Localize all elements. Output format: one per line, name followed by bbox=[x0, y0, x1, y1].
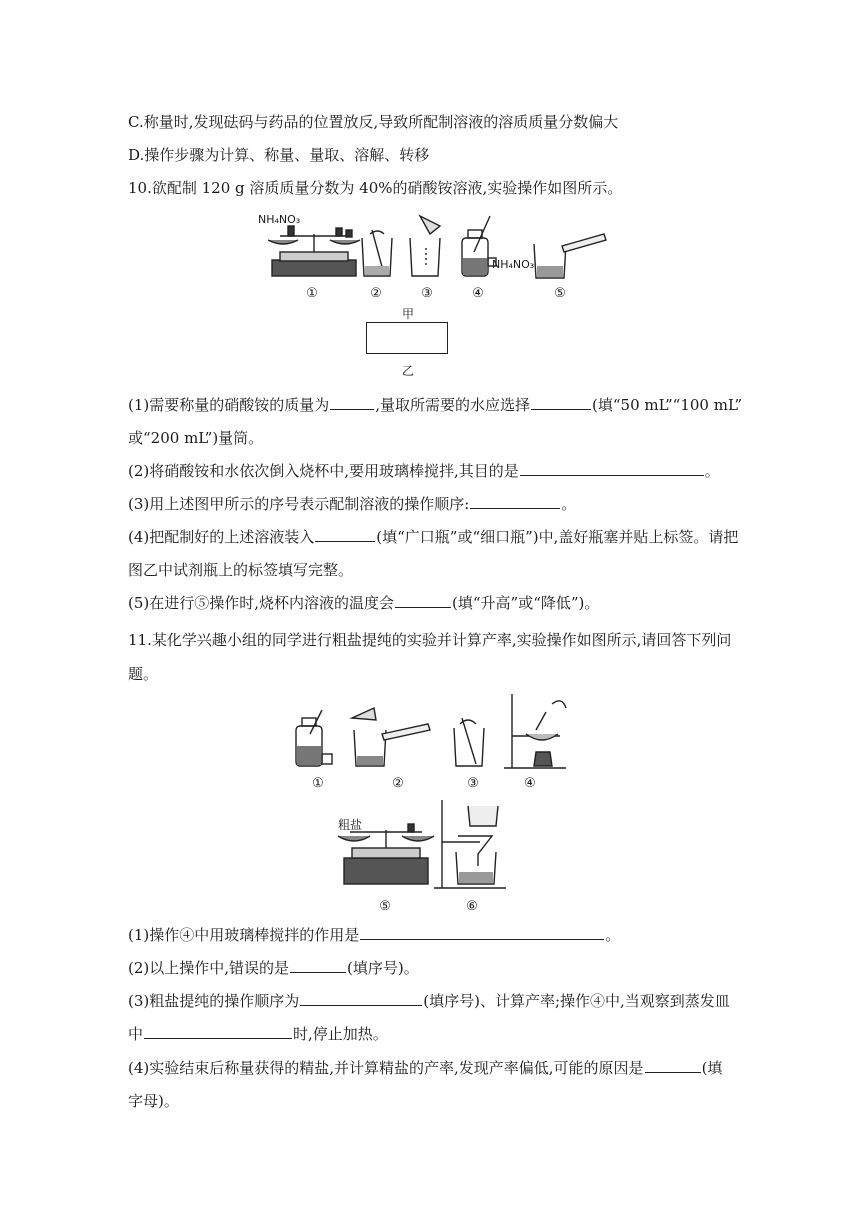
q10-part4: (4)把配制好的上述溶液装入 (填“广口瓶”或“细口瓶”)中,盖好瓶塞并贴上标签。请把 bbox=[128, 528, 739, 546]
figure-yi-label: 乙 bbox=[401, 364, 414, 378]
q11-part3-cont: 中 时,停止加热。 bbox=[128, 1025, 388, 1043]
caption-2: ② bbox=[370, 286, 382, 301]
filtration-icon bbox=[434, 800, 506, 888]
nh4no3-label: NH₄NO₃ bbox=[258, 213, 301, 226]
beaker-stir-icon-2 bbox=[454, 718, 484, 766]
reagent-bottle-icon bbox=[462, 216, 496, 276]
caption-5: ⑤ bbox=[554, 286, 566, 301]
nh4no3-bottle-label: NH₄NO₃ bbox=[492, 258, 535, 271]
figure-11-row1 bbox=[290, 690, 580, 774]
caption-11-2: ② bbox=[392, 776, 404, 791]
salt-bottle-icon bbox=[296, 710, 332, 766]
caption-4: ④ bbox=[472, 286, 484, 301]
beaker-stir-icon bbox=[362, 230, 392, 276]
caption-11-6: ⑥ bbox=[466, 899, 478, 914]
caption-11-4: ④ bbox=[524, 776, 536, 791]
q10-part3: (3)用上述图甲所示的序号表示配制溶液的操作顺序: 。 bbox=[128, 495, 577, 513]
question-11-stem: 11.某化学兴趣小组的同学进行粗盐提纯的实验并计算产率,实验操作如图所示,请回答下列问 bbox=[128, 631, 732, 649]
balance-icon bbox=[268, 226, 360, 276]
crude-salt-label: 粗盐 bbox=[338, 818, 363, 832]
q11-part3: (3)粗盐提纯的操作顺序为 (填序号)、计算产率;操作④中,当观察到蒸发皿 bbox=[128, 992, 730, 1010]
figure-11-row2 bbox=[330, 796, 520, 896]
q10-part4-cont: 图乙中试剂瓶上的标签填写完整。 bbox=[128, 561, 354, 579]
question-11-stem-cont: 题。 bbox=[128, 665, 159, 683]
q10-part5: (5)在进行⑤操作时,烧杯内溶液的温度会 (填“升高”或“降低”)。 bbox=[128, 594, 600, 612]
q10-part1: (1)需要称量的硝酸铵的质量为 ,量取所需要的水应选择 (填“50 mL”“100 mL” bbox=[128, 396, 742, 414]
caption-11-1: ① bbox=[312, 776, 324, 791]
q11-part2: (2)以上操作中,错误的是 (填序号)。 bbox=[128, 959, 419, 977]
label-box bbox=[366, 322, 448, 354]
caption-11-5: ⑤ bbox=[379, 899, 391, 914]
filter-pour-icon bbox=[352, 708, 430, 766]
beaker-cylinder-icon bbox=[534, 234, 606, 278]
q11-part1: (1)操作④中用玻璃棒搅拌的作用是 。 bbox=[128, 926, 621, 944]
balance-icon-2 bbox=[338, 824, 434, 884]
q10-part1-cont: 或“200 mL”)量筒。 bbox=[128, 429, 264, 447]
caption-11-3: ③ bbox=[467, 776, 479, 791]
question-10-stem: 10.欲配制 120 g 溶质质量分数为 40%的硝酸铵溶液,实验操作如图所示。 bbox=[128, 179, 623, 197]
figure-jia-label: 甲 bbox=[401, 307, 414, 321]
beaker-pour-icon bbox=[410, 216, 440, 276]
q11-part4-cont: 字母)。 bbox=[128, 1092, 179, 1110]
option-d: D.操作步骤为计算、称量、量取、溶解、转移 bbox=[128, 146, 430, 164]
evaporation-stand-icon bbox=[504, 694, 566, 768]
q11-part4: (4)实验结束后称量获得的精盐,并计算精盐的产率,发现产率偏低,可能的原因是 (填 bbox=[128, 1059, 723, 1077]
caption-1: ① bbox=[306, 286, 318, 301]
option-c: C.称量时,发现砝码与药品的位置放反,导致所配制溶液的溶质质量分数偏大 bbox=[128, 113, 619, 131]
q10-part2: (2)将硝酸铵和水依次倒入烧杯中,要用玻璃棒搅拌,其目的是 。 bbox=[128, 462, 720, 480]
caption-3: ③ bbox=[421, 286, 433, 301]
